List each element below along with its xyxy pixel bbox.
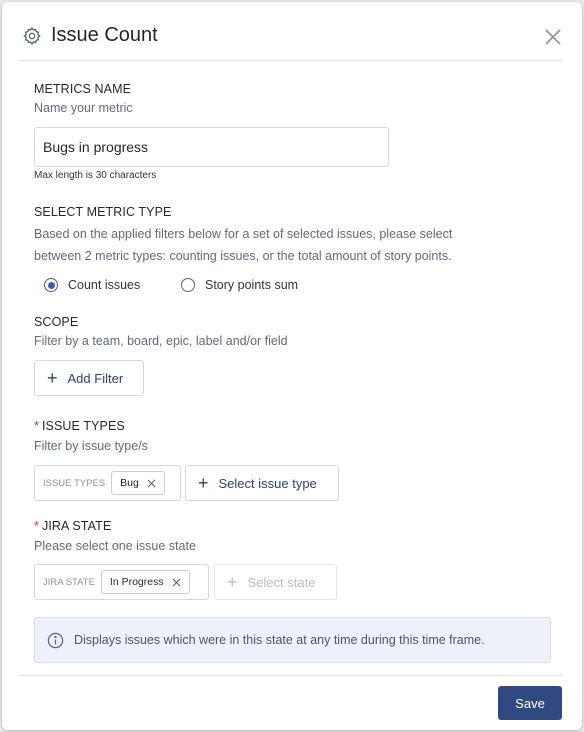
header-divider — [20, 60, 563, 61]
dialog-header — [2, 2, 582, 62]
issue-count-dialog — [2, 2, 582, 730]
plus-icon: + — [47, 368, 58, 388]
issue-type-chip-label: Bug — [120, 477, 139, 489]
issue-types-box-label: ISSUE TYPES — [43, 477, 106, 489]
radio-count-issues[interactable] — [44, 278, 140, 292]
add-filter-label: Add Filter — [67, 370, 124, 386]
footer-divider — [20, 675, 563, 676]
jira-state-chip — [101, 570, 190, 594]
jira-state-box-label: JIRA STATE — [43, 576, 95, 588]
radio-selected-indicator — [44, 278, 58, 292]
metrics-name-label: METRICS NAME — [34, 82, 132, 96]
dialog-title: Issue Count — [51, 24, 158, 46]
plus-icon: + — [227, 572, 238, 592]
metrics-name-help: Name your metric — [34, 101, 133, 115]
scope-help: Filter by a team, board, epic, label and/or field — [34, 334, 288, 348]
issue-types-help: Filter by issue type/s — [34, 439, 148, 453]
select-state-label: Select state — [247, 574, 316, 590]
issue-types-selector[interactable] — [34, 465, 181, 501]
jira-state-chip-label: In Progress — [109, 576, 164, 588]
add-filter-button[interactable] — [34, 360, 144, 396]
plus-icon: + — [198, 473, 209, 493]
jira-state-label-text: JIRA STATE — [41, 519, 112, 533]
required-mark: * — [34, 519, 39, 533]
jira-state-selector[interactable] — [34, 564, 209, 600]
radio-unselected-indicator — [181, 278, 195, 292]
metric-type-help-line2: between 2 metric types: counting issues, or the total amount of story points. — [34, 249, 452, 263]
radio-story-points-label: Story points sum — [205, 278, 299, 292]
remove-chip-icon[interactable] — [172, 578, 181, 587]
metric-name-input[interactable] — [34, 127, 389, 167]
select-state-button[interactable] — [214, 564, 337, 600]
info-banner — [34, 617, 551, 663]
remove-chip-icon[interactable] — [147, 479, 156, 488]
radio-count-issues-label: Count issues — [68, 278, 141, 292]
radio-story-points-sum[interactable] — [181, 278, 298, 292]
save-button[interactable]: Save — [498, 686, 562, 720]
issue-types-label — [34, 419, 125, 433]
gear-icon — [22, 26, 42, 46]
metric-type-label: SELECT METRIC TYPE — [34, 205, 172, 219]
close-icon[interactable] — [544, 28, 562, 46]
required-mark: * — [34, 419, 39, 433]
info-text: Displays issues which were in this state at any time during this time frame. — [74, 633, 485, 647]
scope-label: SCOPE — [34, 315, 79, 329]
issue-type-chip — [111, 471, 165, 495]
info-icon — [47, 632, 64, 649]
metric-type-help-line1: Based on the applied filters below for a set of selected issues, please select — [34, 227, 453, 241]
select-issue-type-label: Select issue type — [218, 475, 317, 491]
max-length-note: Max length is 30 characters — [34, 170, 157, 181]
jira-state-label — [34, 519, 111, 533]
issue-types-label-text: ISSUE TYPES — [41, 419, 125, 433]
jira-state-help: Please select one issue state — [34, 539, 196, 553]
select-issue-type-button[interactable] — [185, 465, 339, 501]
